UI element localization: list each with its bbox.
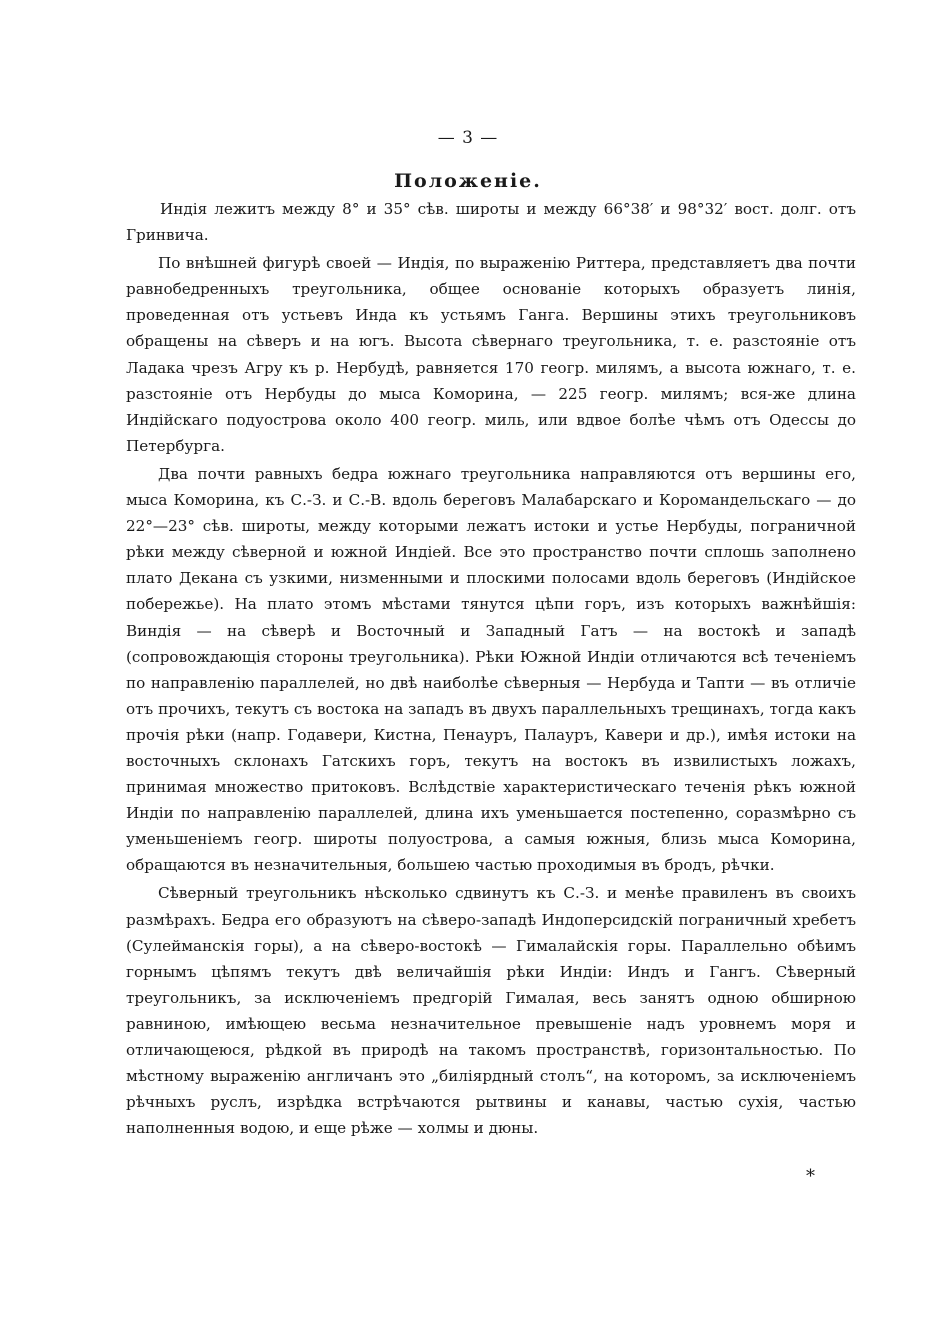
footnote-mark: * xyxy=(806,1166,815,1187)
section-title: Положеніе. xyxy=(394,170,542,192)
paragraph-4: Сѣверный треугольникъ нѣсколько сдвинутъ къ С.-З. и менѣе правиленъ въ своихъ размѣрахъ. Бедра его образуютъ на сѣверо-западѣ Индоперсидскій пограничный хребетъ (Сулейманскія горы), а на сѣверо-востокѣ — Гималайскія горы. Параллельно обѣимъ горнымъ цѣпямъ текутъ двѣ величайшія рѣки Индіи: Индъ и Гангъ. Сѣверный треугольникъ, за исключеніемъ предгорій Гималая, весь занятъ одною обширною равниною, имѣющею весьма незначительное превышеніе надъ уровнемъ моря и отличающеюся, рѣдкой въ природѣ на такомъ пространствѣ, горизонтальностью. По мѣстному выраженію англичанъ это „биліярдный столъ“, на которомъ, за исключеніемъ рѣчныхъ руслъ, изрѣдка встрѣчаются рытвины и канавы, частью сухія, частью наполненныя водою, и еще рѣже — холмы и дюны. xyxy=(126,884,856,1138)
paragraph-2: По внѣшней фигурѣ своей — Индія, по выраженію Риттера, представляетъ два почти равнобедренныхъ треугольника, общее основаніе которыхъ образуетъ линія, проведенная отъ устьевъ Инда къ устьямъ Ганга. Вершины этихъ треугольниковъ обращены на сѣверъ и на югъ. Высота сѣвернаго треугольника, т. е. разстояніе отъ Ладака чрезъ Агру къ р. Нербудѣ, равняется 170 геогр. милямъ, а высота южнаго, т. е. разстояніе отъ Нербуды до мыса Коморина, — 225 геогр. милямъ; вся-же длина Индійскаго подуострова около 400 геогр. миль, или вдвое болѣе чѣмъ отъ Одессы до Петербурга. xyxy=(126,254,856,455)
paragraph-3: Два почти равныхъ бедра южнаго треугольника направляются отъ вершины его, мыса Коморина, къ С.-З. и С.-В. вдоль береговъ Малабарскаго и Коромандельскаго — до 22°—23° сѣв. широты, между которыми лежатъ истоки и устье Нербуды, пограничной рѣки между сѣверной и южной Индіей. Все это пространство почти сплошь заполнено плато Декана съ узкими, низменными и плоскими полосами вдоль береговъ (Индійское побережье). На плато этомъ мѣстами тянутся цѣпи горъ, изъ которыхъ важнѣйшія: Виндія — на сѣверѣ и Восточный и Западный Гатъ — на востокѣ и западѣ (сопровождающія стороны треугольника). Рѣки Южной Индіи отличаются всѣ теченіемъ по направленію параллелей, но двѣ наиболѣе сѣверныя — Нербуда и Тапти — въ отличіе отъ прочихъ, текутъ съ востока на западъ въ двухъ параллельныхъ трещинахъ, тогда какъ прочія рѣки (напр. Годавери, Кистна, Пенауръ, Палауръ, Кавери и др.), имѣя истоки на восточныхъ склонахъ Гатскихъ горъ, текутъ на востокъ въ извилистыхъ ложахъ, принимая множество притоковъ. Вслѣдствіе характеристическаго теченія рѣкъ южной Индіи по направленію параллелей, длина ихъ уменьшается постепенно, соразмѣрно съ уменьшеніемъ геогр. широты полуострова, а самыя южныя, близь мыса Коморина, обращаются въ незначительныя, большею частью проходимыя въ бродъ, рѣчки. xyxy=(126,464,856,875)
body-text xyxy=(126,196,856,1143)
paragraph-1: Индія лежитъ между 8° и 35° сѣв. широты и между 66°38′ и 98°32′ вост. долг. отъ Гринвича. xyxy=(126,200,856,245)
page-number: — 3 — xyxy=(437,128,499,148)
